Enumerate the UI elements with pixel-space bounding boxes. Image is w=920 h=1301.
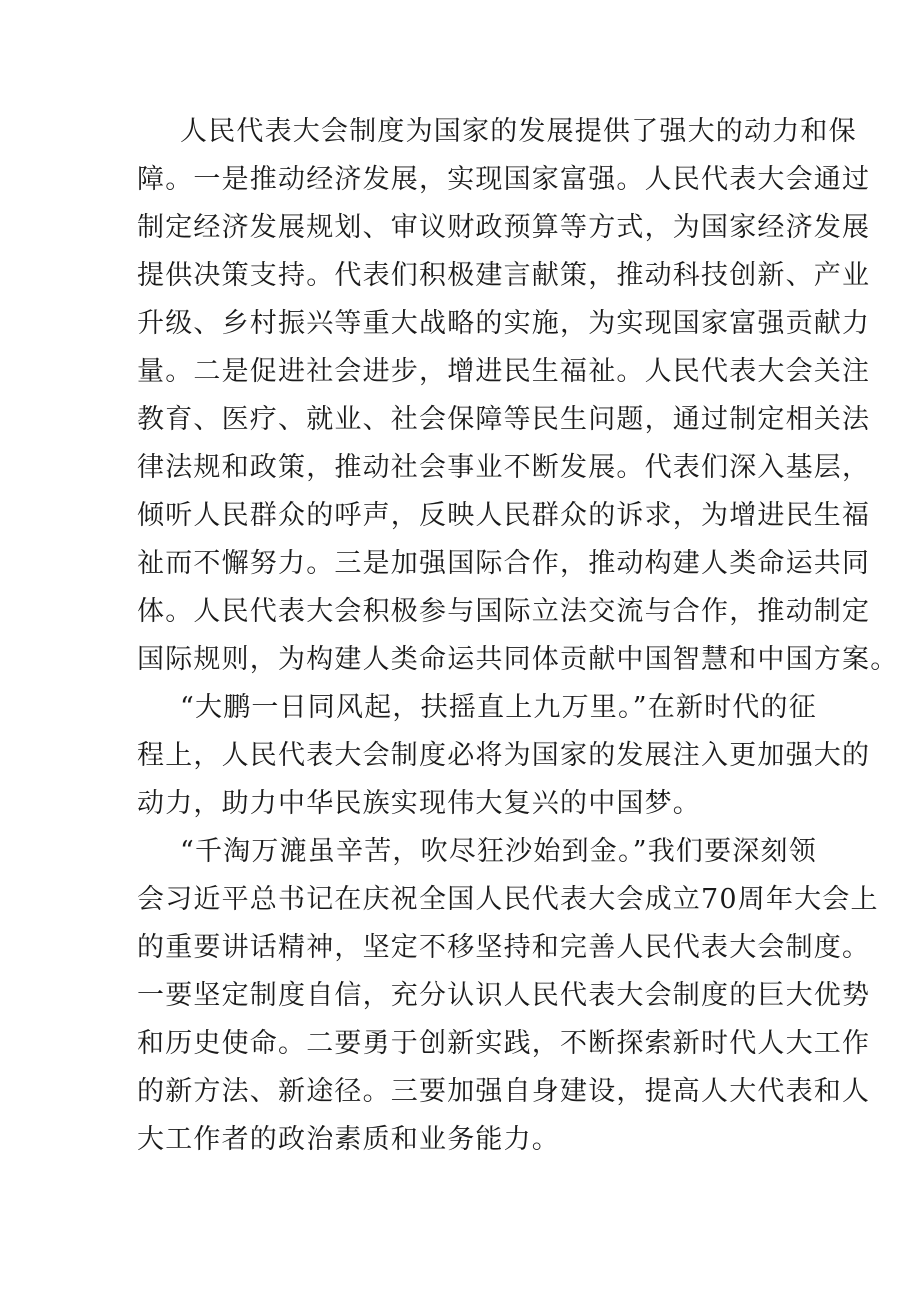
paragraph-3-line-3: 的重要讲话精神，坚定不移坚持和完善人民代表大会制度。 (137, 932, 871, 963)
paragraph-1-line-5: 升级、乡村振兴等重大战略的实施，为实现国家富强贡献力 (137, 308, 871, 339)
paragraph-1-line-4: 提供决策支持。代表们积极建言献策，推动科技创新、产业 (137, 260, 871, 291)
paragraph-3-line-5: 和历史使命。二要勇于创新实践，不断探索新时代人大工作 (137, 1028, 871, 1059)
paragraph-2-line-1: “大鹏一日同风起，扶摇直上九万里。”在新时代的征 (180, 692, 817, 723)
paragraph-2-line-3: 动力，助力中华民族实现伟大复兴的中国梦。 (137, 788, 701, 819)
paragraph-3-line-6: 的新方法、新途径。三要加强自身建设，提高人大代表和人 (137, 1076, 871, 1107)
paragraph-1-line-8: 律法规和政策，推动社会事业不断发展。代表们深入基层， (137, 452, 871, 483)
paragraph-1-line-9: 倾听人民群众的呼声，反映人民群众的诉求，为增进民生福 (137, 500, 871, 531)
paragraph-3-line-1: “千淘万漉虽辛苦，吹尽狂沙始到金。”我们要深刻领 (180, 836, 817, 867)
paragraph-1-line-2: 障。一是推动经济发展，实现国家富强。人民代表大会通过 (137, 164, 871, 195)
paragraph-1-line-7: 教育、医疗、就业、社会保障等民生问题，通过制定相关法 (137, 404, 871, 435)
paragraph-1-line-11: 体。人民代表大会积极参与国际立法交流与合作，推动制定 (137, 596, 871, 627)
paragraph-1-line-1: 人民代表大会制度为国家的发展提供了强大的动力和保 (180, 116, 857, 147)
paragraph-3-line-2: 会习近平总书记在庆祝全国人民代表大会成立70周年大会上 (137, 884, 879, 915)
paragraph-1-line-12: 国际规则，为构建人类命运共同体贡献中国智慧和中国方案。 (137, 644, 899, 675)
paragraph-3-line-7: 大工作者的政治素质和业务能力。 (137, 1124, 560, 1155)
paragraph-1-line-6: 量。二是促进社会进步，增进民生福祉。人民代表大会关注 (137, 356, 871, 387)
paragraph-1-line-10: 祉而不懈努力。三是加强国际合作，推动构建人类命运共同 (137, 548, 871, 579)
paragraph-2-line-2: 程上，人民代表大会制度必将为国家的发展注入更加强大的 (137, 740, 871, 771)
paragraph-1-line-3: 制定经济发展规划、审议财政预算等方式，为国家经济发展 (137, 212, 871, 243)
paragraph-3-line-4: 一要坚定制度自信，充分认识人民代表大会制度的巨大优势 (137, 980, 871, 1011)
